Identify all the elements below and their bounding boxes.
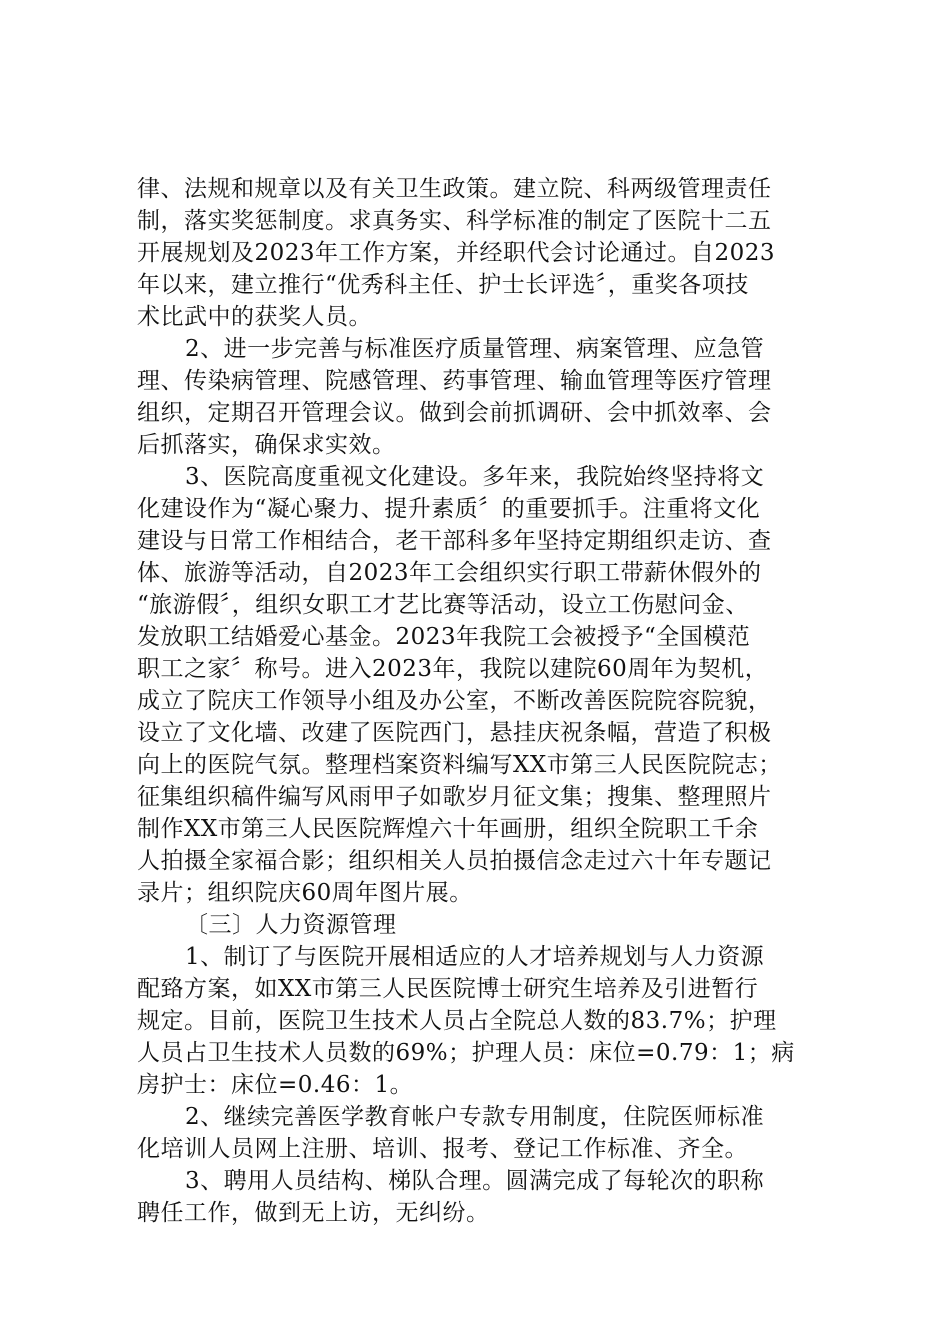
text-line: 规定。目前，医院卫生技术人员占全院总人数的83.7%；护理 — [137, 1008, 777, 1034]
text-line: 向上的医院气氛。整理档案资料编写XX市第三人民医院院志； — [137, 752, 782, 778]
text-line: 1、制订了与医院开展相适应的人才培养规划与人力资源 — [185, 944, 765, 970]
text-line: 化建设作为“凝心聚力、提升素质〞的重要抓手。注重将文化 — [137, 496, 761, 522]
text-line: 2、进一步完善与标准医疗质量管理、病案管理、应急管 — [185, 336, 765, 362]
text-line: 理、传染病管理、院感管理、药事管理、输血管理等医疗管理 — [137, 368, 772, 394]
text-line: 年以来，建立推行“优秀科主任、护士长评选〞，重奖各项技 — [137, 272, 749, 298]
text-line: 建设与日常工作相结合，老干部科多年坚持定期组织走访、查 — [137, 528, 772, 554]
text-line: 开展规划及2023年工作方案，并经职代会讨论通过。自2023 — [137, 240, 776, 266]
text-line: 3、聘用人员结构、梯队合理。圆满完成了每轮次的职称 — [185, 1168, 765, 1194]
text-line: 制作XX市第三人民医院辉煌六十年画册，组织全院职工千余 — [137, 816, 759, 842]
text-line: “旅游假〞，组织女职工才艺比赛等活动，设立工伤慰问金、 — [137, 592, 749, 618]
text-line: 房护士：床位=0.46：1。 — [137, 1072, 414, 1098]
text-line: 配臵方案，如XX市第三人民医院博士研究生培养及引进暂行 — [137, 976, 759, 1002]
text-line: 录片；组织院庆60周年图片展。 — [137, 880, 473, 906]
text-line: 成立了院庆工作领导小组及办公室，不断改善医院院容院貌， — [137, 688, 772, 714]
text-line: 人拍摄全家福合影；组织相关人员拍摄信念走过六十年专题记 — [137, 848, 772, 874]
text-line: 〔三〕人力资源管理 — [185, 912, 397, 938]
text-line: 制，落实奖惩制度。求真务实、科学标准的制定了医院十二五 — [137, 208, 772, 234]
text-line: 化培训人员网上注册、培训、报考、登记工作标准、齐全。 — [137, 1136, 748, 1162]
text-line: 律、法规和规章以及有关卫生政策。建立院、科两级管理责任 — [137, 176, 772, 202]
text-line: 聘任工作，做到无上访，无纠纷。 — [137, 1200, 490, 1226]
text-line: 人员占卫生技术人员数的69%；护理人员：床位=0.79：1；病 — [137, 1040, 795, 1066]
document-body — [137, 173, 825, 1229]
text-line: 2、继续完善医学教育帐户专款专用制度，住院医师标准 — [185, 1104, 765, 1130]
text-line: 职工之家〞称号。进入2023年，我院以建院60周年为契机， — [137, 656, 769, 682]
text-line: 后抓落实，确保求实效。 — [137, 432, 396, 458]
text-line: 3、医院高度重视文化建设。多年来，我院始终坚持将文 — [185, 464, 765, 490]
text-line: 术比武中的获奖人员。 — [137, 304, 372, 330]
text-line: 设立了文化墙、改建了医院西门，悬挂庆祝条幅，营造了积极 — [137, 720, 772, 746]
text-line: 发放职工结婚爱心基金。2023年我院工会被授予“全国模范 — [137, 624, 751, 650]
text-line: 体、旅游等活动，自2023年工会组织实行职工带薪休假外的 — [137, 560, 762, 586]
text-line: 组织，定期召开管理会议。做到会前抓调研、会中抓效率、会 — [137, 400, 772, 426]
text-line: 征集组织稿件编写风雨甲子如歌岁月征文集；搜集、整理照片 — [137, 784, 772, 810]
